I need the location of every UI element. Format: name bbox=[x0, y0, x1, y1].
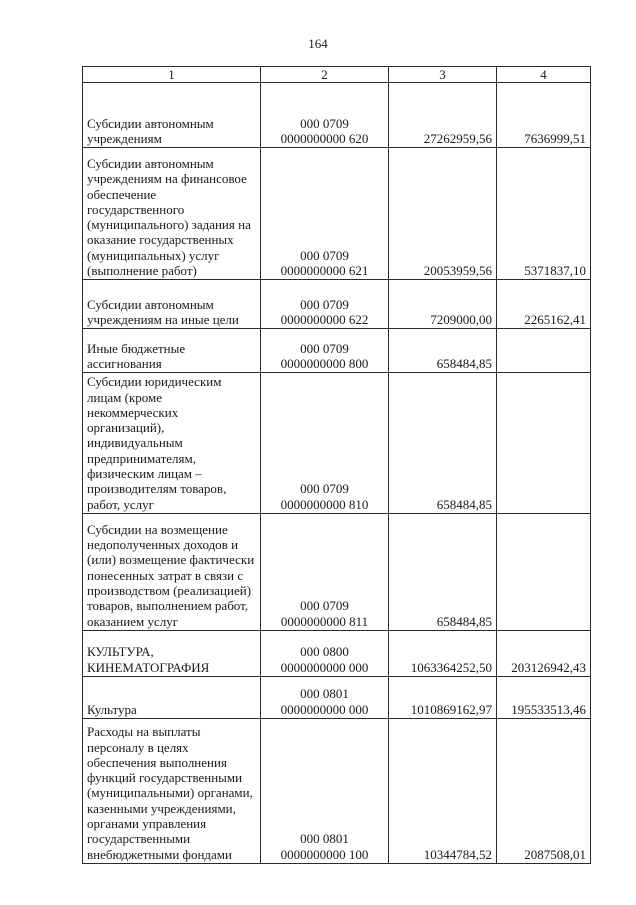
row-value-col4 bbox=[497, 373, 591, 514]
row-code bbox=[261, 83, 389, 148]
code-line: 000 0800 bbox=[300, 644, 349, 660]
row-code bbox=[261, 676, 389, 718]
row-value-col4: 7636999,51 bbox=[497, 83, 591, 148]
row-value-col4: 203126942,43 bbox=[497, 630, 591, 676]
table-row bbox=[83, 718, 591, 863]
code-line: 000 0709 bbox=[300, 598, 349, 614]
code-line: 0000000000 000 bbox=[280, 701, 369, 717]
column-header: 4 bbox=[497, 67, 591, 83]
code-line: 000 0709 bbox=[300, 115, 349, 131]
row-value-col4: 2265162,41 bbox=[497, 280, 591, 329]
row-name: Расходы на выплаты персоналу в целях обеспечения выполнения функций государственными (муниципальными) органами, казенными учреждениями, органами управления государственными внебюджетными фондами bbox=[83, 718, 261, 863]
row-code bbox=[261, 513, 389, 630]
table-row bbox=[83, 83, 591, 148]
column-header: 2 bbox=[261, 67, 389, 83]
row-value-col3: 20053959,56 bbox=[389, 148, 497, 280]
row-name: Иные бюджетные ассигнования bbox=[83, 329, 261, 373]
row-value-col4 bbox=[497, 329, 591, 373]
row-value-col3: 10344784,52 bbox=[389, 718, 497, 863]
code-line: 0000000000 811 bbox=[280, 613, 369, 629]
table-row bbox=[83, 676, 591, 718]
row-value-col4: 5371837,10 bbox=[497, 148, 591, 280]
code-line: 0000000000 621 bbox=[280, 263, 369, 278]
code-line: 0000000000 622 bbox=[280, 312, 369, 327]
code-line: 000 0801 bbox=[300, 686, 349, 702]
row-name: Субсидии на возмещение недополученных доходов и (или) возмещение фактически понесенных затрат в связи с производством (реализацией) товаров, выполнением работ, оказанием услуг bbox=[83, 513, 261, 630]
table-row bbox=[83, 513, 591, 630]
row-value-col3: 7209000,00 bbox=[389, 280, 497, 329]
code-line: 0000000000 810 bbox=[280, 496, 369, 512]
row-value-col4: 2087508,01 bbox=[497, 718, 591, 863]
row-value-col3: 658484,85 bbox=[389, 373, 497, 514]
row-name: Культура bbox=[83, 676, 261, 718]
code-line: 000 0709 bbox=[300, 247, 349, 263]
row-name: КУЛЬТУРА, КИНЕМАТОГРАФИЯ bbox=[83, 630, 261, 676]
row-name: Субсидии автономным учреждениям на финансовое обеспечение государственного (муниципального) задания на оказание государственных (муниципальных) услуг (выполнение работ) bbox=[83, 148, 261, 280]
code-line: 0000000000 800 bbox=[280, 356, 369, 371]
row-code bbox=[261, 630, 389, 676]
row-code bbox=[261, 148, 389, 280]
table-row bbox=[83, 630, 591, 676]
code-line: 000 0709 bbox=[300, 481, 349, 497]
row-value-col3: 1063364252,50 bbox=[389, 630, 497, 676]
row-value-col3: 27262959,56 bbox=[389, 83, 497, 148]
row-code bbox=[261, 280, 389, 329]
column-header: 3 bbox=[389, 67, 497, 83]
row-code bbox=[261, 329, 389, 373]
row-name: Субсидии юридическим лицам (кроме некоммерческих организаций), индивидуальным предпринимателям, физическим лицам – производителям товаров, работ, услуг bbox=[83, 373, 261, 514]
row-value-col4 bbox=[497, 513, 591, 630]
column-header: 1 bbox=[83, 67, 261, 83]
code-line: 000 0709 bbox=[300, 296, 349, 312]
code-line: 0000000000 620 bbox=[280, 131, 369, 146]
code-line: 0000000000 100 bbox=[280, 846, 369, 862]
row-name: Субсидии автономным учреждениям bbox=[83, 83, 261, 148]
row-name: Субсидии автономным учреждениям на иные цели bbox=[83, 280, 261, 329]
row-value-col3: 658484,85 bbox=[389, 329, 497, 373]
table-row bbox=[83, 373, 591, 514]
row-code bbox=[261, 373, 389, 514]
row-value-col4: 195533513,46 bbox=[497, 676, 591, 718]
table-row bbox=[83, 329, 591, 373]
budget-table bbox=[82, 66, 591, 864]
page-number: 164 bbox=[308, 36, 328, 51]
row-code bbox=[261, 718, 389, 863]
code-line: 000 0709 bbox=[300, 340, 349, 356]
table-header-row bbox=[83, 67, 591, 83]
table-row bbox=[83, 148, 591, 280]
table-row bbox=[83, 280, 591, 329]
code-line: 0000000000 000 bbox=[280, 659, 369, 675]
row-value-col3: 658484,85 bbox=[389, 513, 497, 630]
code-line: 000 0801 bbox=[300, 831, 349, 847]
row-value-col3: 1010869162,97 bbox=[389, 676, 497, 718]
